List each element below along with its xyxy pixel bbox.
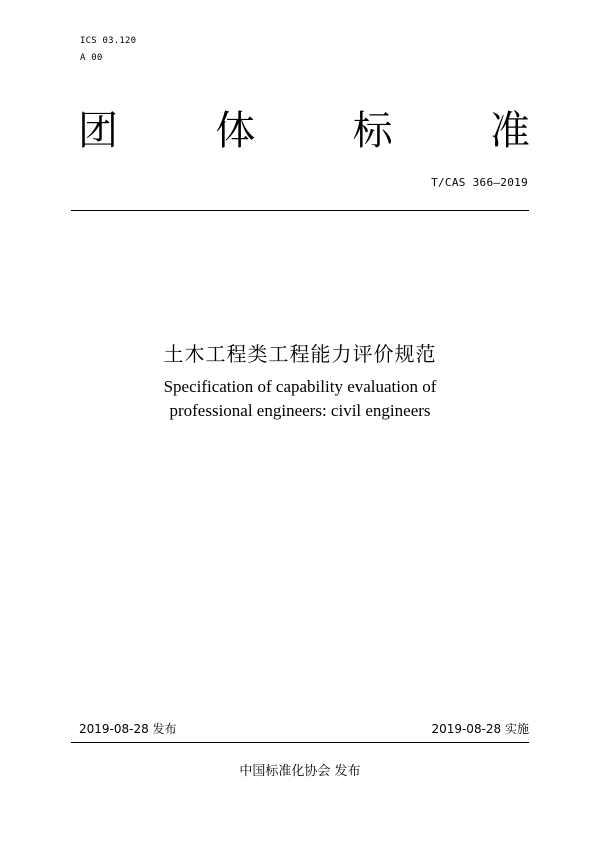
classification-code: A 00 xyxy=(80,53,103,63)
standard-type-char-2: 体 xyxy=(215,108,256,154)
document-title-cn: 土木工程类工程能力评价规范 xyxy=(163,342,437,366)
ics-code: ICS 03.120 xyxy=(80,36,137,46)
standard-type-char-3: 标 xyxy=(352,108,393,154)
bottom-divider xyxy=(71,742,529,743)
standard-type-char-4: 准 xyxy=(489,108,530,154)
document-title-en xyxy=(0,375,600,423)
standard-type-char-1: 团 xyxy=(78,108,118,154)
standard-number: T/CAS 366—2019 xyxy=(431,176,528,189)
document-title-en-line-2: professional engineers: civil engineers xyxy=(169,401,431,420)
standard-type-title xyxy=(78,105,530,157)
implementation-date: 2019-08-28 实施 xyxy=(431,722,529,736)
issue-date: 2019-08-28 发布 xyxy=(79,722,177,736)
top-divider xyxy=(71,210,529,211)
document-title-en-line-1: Specification of capability evaluation of xyxy=(163,377,437,396)
publisher: 中国标准化协会 发布 xyxy=(239,764,361,779)
